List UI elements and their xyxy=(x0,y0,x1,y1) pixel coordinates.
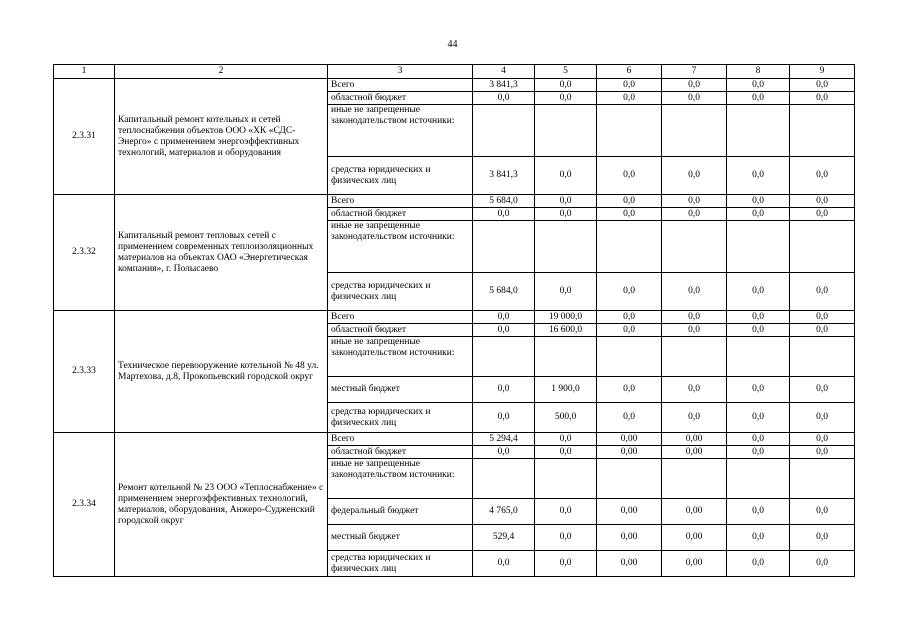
value-cell: 0,0 xyxy=(597,377,662,403)
header-cell: 4 xyxy=(473,65,535,79)
value-cell: 5 294,4 xyxy=(473,433,535,446)
value-cell: 0,0 xyxy=(473,92,535,105)
value-cell: 0,0 xyxy=(473,551,535,577)
value-cell: 0,0 xyxy=(597,92,662,105)
item-number: 2.3.33 xyxy=(54,311,115,433)
header-cell: 9 xyxy=(790,65,855,79)
value-cell: 1 900,0 xyxy=(535,377,597,403)
funding-source: федеральный бюджет xyxy=(328,499,473,525)
value-cell: 0,0 xyxy=(727,208,790,221)
header-cell: 1 xyxy=(54,65,115,79)
value-cell xyxy=(597,459,662,499)
table-row xyxy=(54,195,855,208)
value-cell: 0,00 xyxy=(662,433,727,446)
value-cell: 0,0 xyxy=(535,208,597,221)
header-cell: 2 xyxy=(115,65,328,79)
funding-source: средства юридических и физических лиц xyxy=(328,551,473,577)
value-cell xyxy=(662,459,727,499)
value-cell: 0,0 xyxy=(473,446,535,459)
item-number: 2.3.32 xyxy=(54,195,115,311)
item-description: Капитальный ремонт тепловых сетей с применением современных теплоизоляционных материалов на объектах ОАО «Энергетическая компания», г. Полысаево xyxy=(115,195,328,311)
value-cell: 0,0 xyxy=(790,499,855,525)
item-description: Техническое перевооружение котельной № 48 ул. Мартехова, д.8, Прокопьевский городской округ xyxy=(115,311,328,433)
funding-source: средства юридических и физических лиц xyxy=(328,157,473,195)
value-cell xyxy=(662,337,727,377)
value-cell: 0,00 xyxy=(662,525,727,551)
value-cell: 0,0 xyxy=(535,525,597,551)
funding-source: иные не запрещенные законодательством источники: xyxy=(328,337,473,377)
value-cell xyxy=(473,337,535,377)
value-cell: 0,0 xyxy=(727,195,790,208)
value-cell: 0,0 xyxy=(662,403,727,433)
value-cell: 0,0 xyxy=(662,311,727,324)
value-cell: 0,0 xyxy=(727,273,790,311)
funding-source: средства юридических и физических лиц xyxy=(328,273,473,311)
value-cell: 19 000,0 xyxy=(535,311,597,324)
value-cell: 0,0 xyxy=(473,311,535,324)
value-cell: 0,0 xyxy=(473,377,535,403)
funding-source: иные не запрещенные законодательством источники: xyxy=(328,221,473,273)
value-cell xyxy=(473,105,535,157)
value-cell: 0,0 xyxy=(790,195,855,208)
value-cell: 5 684,0 xyxy=(473,273,535,311)
value-cell xyxy=(727,459,790,499)
value-cell: 0,0 xyxy=(790,273,855,311)
value-cell xyxy=(790,105,855,157)
item-number: 2.3.31 xyxy=(54,79,115,195)
funding-source: областной бюджет xyxy=(328,92,473,105)
value-cell: 0,0 xyxy=(662,79,727,92)
value-cell: 0,0 xyxy=(535,433,597,446)
value-cell: 0,00 xyxy=(597,446,662,459)
funding-source: областной бюджет xyxy=(328,324,473,337)
value-cell: 0,0 xyxy=(790,79,855,92)
header-row xyxy=(54,65,855,79)
value-cell: 0,0 xyxy=(473,403,535,433)
item-description: Капитальный ремонт котельных и сетей теплоснабжения объектов ООО «ХК «СДС-Энерго» с применением энергоэффективных технологий, материалов и оборудования xyxy=(115,79,328,195)
value-cell: 0,0 xyxy=(790,92,855,105)
table-row xyxy=(54,79,855,92)
value-cell: 0,0 xyxy=(790,433,855,446)
value-cell: 0,0 xyxy=(790,525,855,551)
funding-source: Всего xyxy=(328,433,473,446)
value-cell: 0,0 xyxy=(662,208,727,221)
funding-source: Всего xyxy=(328,79,473,92)
value-cell xyxy=(597,105,662,157)
value-cell: 3 841,3 xyxy=(473,79,535,92)
value-cell xyxy=(790,459,855,499)
value-cell: 0,0 xyxy=(535,157,597,195)
value-cell: 0,0 xyxy=(535,551,597,577)
value-cell xyxy=(790,337,855,377)
value-cell: 0,0 xyxy=(727,433,790,446)
value-cell: 4 765,0 xyxy=(473,499,535,525)
value-cell xyxy=(790,221,855,273)
value-cell: 0,0 xyxy=(662,273,727,311)
value-cell: 0,0 xyxy=(597,403,662,433)
value-cell: 0,0 xyxy=(597,311,662,324)
value-cell: 5 684,0 xyxy=(473,195,535,208)
value-cell: 0,0 xyxy=(597,157,662,195)
value-cell: 0,0 xyxy=(473,208,535,221)
value-cell xyxy=(473,459,535,499)
value-cell: 0,0 xyxy=(727,92,790,105)
value-cell: 16 600,0 xyxy=(535,324,597,337)
value-cell: 0,0 xyxy=(727,551,790,577)
value-cell: 0,0 xyxy=(790,446,855,459)
item-number: 2.3.34 xyxy=(54,433,115,577)
value-cell: 0,0 xyxy=(790,403,855,433)
value-cell: 0,0 xyxy=(790,377,855,403)
value-cell: 529,4 xyxy=(473,525,535,551)
value-cell: 0,0 xyxy=(727,157,790,195)
value-cell: 0,00 xyxy=(597,551,662,577)
funding-source: Всего xyxy=(328,195,473,208)
value-cell: 0,0 xyxy=(790,208,855,221)
funding-source: областной бюджет xyxy=(328,446,473,459)
value-cell: 0,0 xyxy=(727,311,790,324)
value-cell: 0,00 xyxy=(597,499,662,525)
value-cell xyxy=(727,221,790,273)
value-cell: 3 841,3 xyxy=(473,157,535,195)
value-cell: 0,0 xyxy=(727,403,790,433)
funding-source: иные не запрещенные законодательством источники: xyxy=(328,105,473,157)
value-cell: 0,0 xyxy=(535,92,597,105)
value-cell xyxy=(535,337,597,377)
funding-source: местный бюджет xyxy=(328,525,473,551)
item-description: Ремонт котельной № 23 ООО «Теплоснабжение» с применением энергоэффективных технологий, материалов, оборудования, Анжеро-Судженский городской округ xyxy=(115,433,328,577)
value-cell: 0,0 xyxy=(597,79,662,92)
value-cell: 0,0 xyxy=(535,273,597,311)
funding-source: средства юридических и физических лиц xyxy=(328,403,473,433)
table-row xyxy=(54,311,855,324)
value-cell: 0,0 xyxy=(727,499,790,525)
value-cell: 0,0 xyxy=(790,157,855,195)
value-cell xyxy=(535,459,597,499)
funding-source: иные не запрещенные законодательством источники: xyxy=(328,459,473,499)
value-cell: 0,0 xyxy=(790,551,855,577)
value-cell: 0,0 xyxy=(473,324,535,337)
funding-source: Всего xyxy=(328,311,473,324)
value-cell xyxy=(727,105,790,157)
value-cell: 0,0 xyxy=(662,324,727,337)
value-cell: 0,00 xyxy=(662,499,727,525)
value-cell: 0,0 xyxy=(597,195,662,208)
value-cell xyxy=(597,221,662,273)
value-cell: 0,0 xyxy=(662,195,727,208)
header-cell: 8 xyxy=(727,65,790,79)
header-cell: 7 xyxy=(662,65,727,79)
header-cell: 5 xyxy=(535,65,597,79)
value-cell: 0,00 xyxy=(662,551,727,577)
value-cell: 0,0 xyxy=(662,377,727,403)
header-cell: 3 xyxy=(328,65,473,79)
value-cell: 0,0 xyxy=(662,92,727,105)
value-cell xyxy=(662,221,727,273)
value-cell: 0,00 xyxy=(597,433,662,446)
value-cell xyxy=(535,105,597,157)
value-cell xyxy=(662,105,727,157)
funding-source: местный бюджет xyxy=(328,377,473,403)
value-cell: 0,0 xyxy=(535,446,597,459)
value-cell: 0,0 xyxy=(597,324,662,337)
value-cell xyxy=(473,221,535,273)
value-cell: 0,0 xyxy=(535,499,597,525)
value-cell: 0,00 xyxy=(597,525,662,551)
value-cell xyxy=(597,337,662,377)
value-cell: 500,0 xyxy=(535,403,597,433)
table-row xyxy=(54,433,855,446)
value-cell: 0,0 xyxy=(727,79,790,92)
value-cell: 0,0 xyxy=(535,79,597,92)
page-number: 44 xyxy=(447,39,458,50)
value-cell: 0,0 xyxy=(597,273,662,311)
value-cell: 0,0 xyxy=(727,525,790,551)
header-cell: 6 xyxy=(597,65,662,79)
value-cell: 0,00 xyxy=(662,446,727,459)
value-cell: 0,0 xyxy=(535,195,597,208)
value-cell xyxy=(727,337,790,377)
value-cell: 0,0 xyxy=(727,446,790,459)
value-cell: 0,0 xyxy=(790,311,855,324)
value-cell xyxy=(535,221,597,273)
value-cell: 0,0 xyxy=(662,157,727,195)
value-cell: 0,0 xyxy=(790,324,855,337)
funding-table xyxy=(53,64,855,577)
value-cell: 0,0 xyxy=(727,377,790,403)
funding-source: областной бюджет xyxy=(328,208,473,221)
value-cell: 0,0 xyxy=(727,324,790,337)
value-cell: 0,0 xyxy=(597,208,662,221)
